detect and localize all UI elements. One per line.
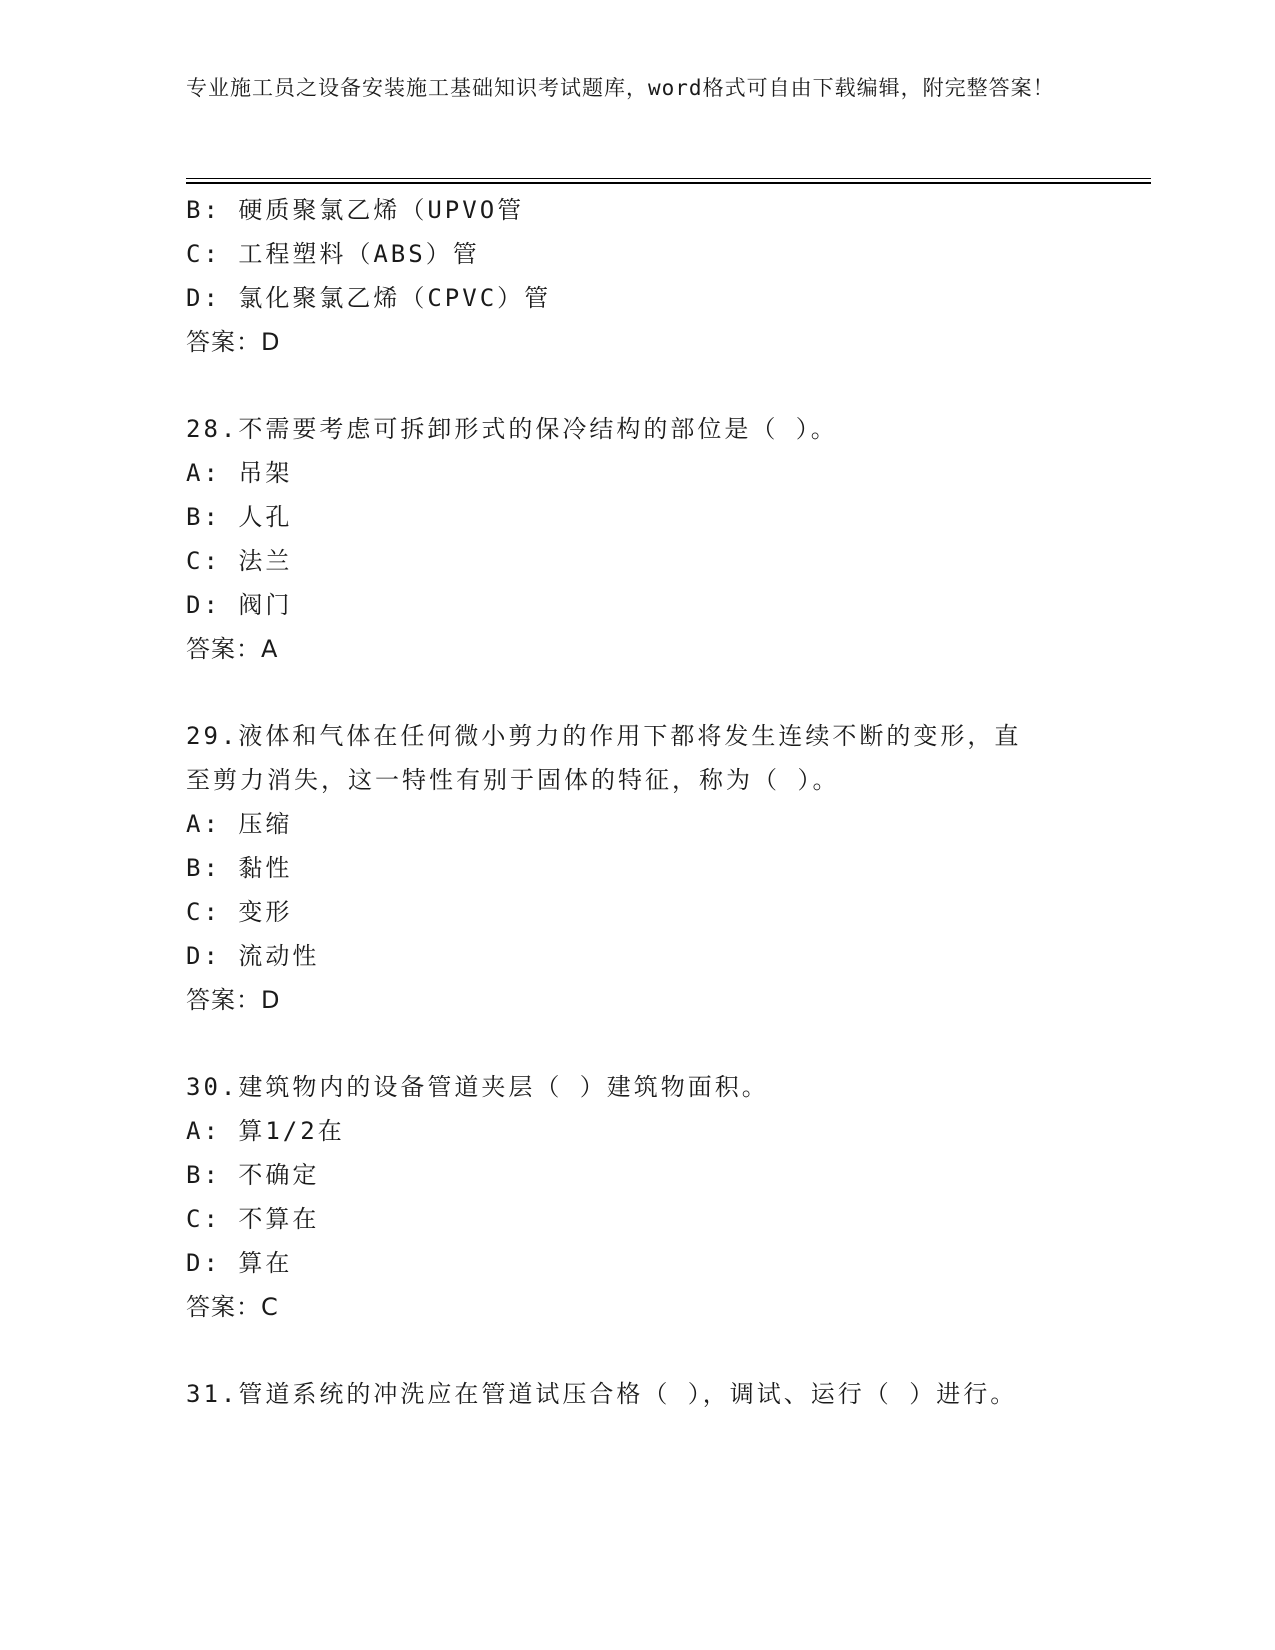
option-b: B: 不确定 <box>186 1161 320 1189</box>
option-a: A: 算1/2在 <box>186 1117 345 1145</box>
option-b: B: 人孔 <box>186 503 293 531</box>
question-stem-continued: 至剪力消失，这一特性有别于固体的特征，称为（ ）。 <box>186 766 840 794</box>
answer-line: 答案：D <box>186 328 281 356</box>
question-stem: 30.建筑物内的设备管道夹层（ ）建筑物面积。 <box>186 1073 769 1101</box>
option-c: C: 变形 <box>186 898 293 926</box>
option-b: B: 硬质聚氯乙烯（UPVO管 <box>186 196 525 224</box>
document-header: 专业施工员之设备安装施工基础知识考试题库，word格式可自由下载编辑，附完整答案！ <box>186 76 1055 100</box>
question-stem: 31.管道系统的冲洗应在管道试压合格（ ），调试、运行（ ）进行。 <box>186 1380 1018 1408</box>
option-c: C: 工程塑料（ABS）管 <box>186 240 480 268</box>
header-divider-thick <box>186 182 1151 184</box>
question-stem: 29.液体和气体在任何微小剪力的作用下都将发生连续不断的变形，直 <box>186 722 1022 750</box>
option-d: D: 流动性 <box>186 942 320 970</box>
option-c: C: 不算在 <box>186 1205 320 1233</box>
option-d: D: 算在 <box>186 1249 293 1277</box>
option-b: B: 黏性 <box>186 854 293 882</box>
answer-line: 答案：C <box>186 1293 279 1321</box>
answer-line: 答案：D <box>186 986 281 1014</box>
answer-line: 答案：A <box>186 635 279 663</box>
option-d: D: 氯化聚氯乙烯（CPVC）管 <box>186 284 552 312</box>
option-d: D: 阀门 <box>186 591 293 619</box>
option-a: A: 吊架 <box>186 459 293 487</box>
option-a: A: 压缩 <box>186 810 293 838</box>
header-divider-thin <box>186 178 1151 179</box>
option-c: C: 法兰 <box>186 547 293 575</box>
question-stem: 28.不需要考虑可拆卸形式的保冷结构的部位是（ ）。 <box>186 415 838 443</box>
